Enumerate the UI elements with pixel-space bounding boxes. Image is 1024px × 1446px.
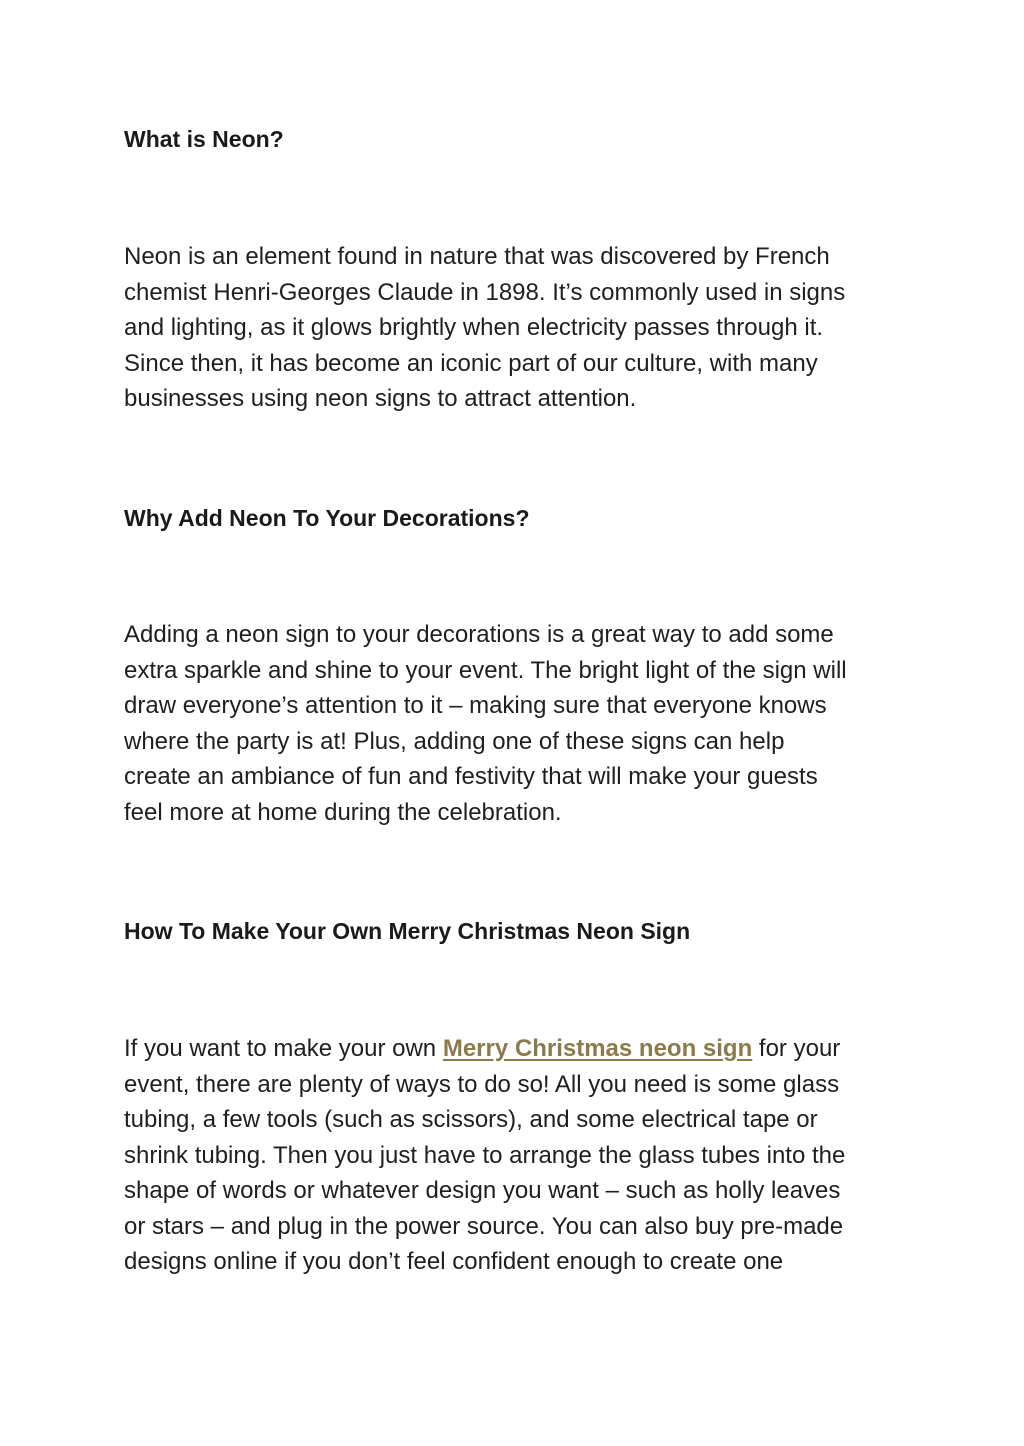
paragraph-line: Adding a neon sign to your decorations is a great way to add some (124, 621, 834, 648)
merry-christmas-neon-sign-link[interactable]: Merry Christmas neon sign (442, 1035, 753, 1062)
paragraph-line: or stars – and plug in the power source. You can also buy pre-made (124, 1212, 844, 1240)
paragraph-line: event, there are plenty of ways to do so! All you need is some glass (124, 1070, 840, 1098)
paragraph-why-add-neon (124, 617, 914, 830)
paragraph-line-with-link (124, 1031, 914, 1067)
paragraph-line: create an ambiance of fun and festivity that will make your guests (124, 763, 818, 790)
link-lead-text: If you want to make your own (124, 1035, 443, 1062)
paragraph-line: shape of words or whatever design you want – such as holly leaves (124, 1177, 841, 1204)
paragraph-line: chemist Henri-Georges Claude in 1898. It’s commonly used in signs (124, 278, 846, 306)
section-heading-why-add-neon: Why Add Neon To Your Decorations? (124, 505, 530, 531)
link-trail-text: for your (752, 1035, 841, 1062)
paragraph-line: Neon is an element found in nature that was discovered by French (124, 243, 830, 270)
paragraph-line: where the party is at! Plus, adding one of these signs can help (124, 727, 785, 755)
paragraph-line: designs online if you don’t feel confident enough to create one (124, 1248, 784, 1275)
paragraph-line: businesses using neon signs to attract attention. (124, 385, 637, 412)
paragraph-line: shrink tubing. Then you just have to arrange the glass tubes into the (124, 1141, 846, 1169)
paragraph-line: Since then, it has become an iconic part of our culture, with many (124, 349, 818, 377)
paragraph-line: draw everyone’s attention to it – making sure that everyone knows (124, 692, 827, 719)
paragraph-line: extra sparkle and shine to your event. The bright light of the sign will (124, 656, 847, 684)
paragraph-line: tubing, a few tools (such as scissors), and some electrical tape or (124, 1106, 818, 1133)
section-heading-how-to-make: How To Make Your Own Merry Christmas Neon Sign (124, 918, 691, 944)
paragraph-what-is-neon (124, 239, 914, 417)
section-heading-what-is-neon: What is Neon? (124, 126, 284, 152)
paragraph-line: feel more at home during the celebration. (124, 798, 562, 826)
paragraph-how-to-make (124, 1031, 914, 1280)
paragraph-line: and lighting, as it glows brightly when electricity passes through it. (124, 314, 824, 341)
